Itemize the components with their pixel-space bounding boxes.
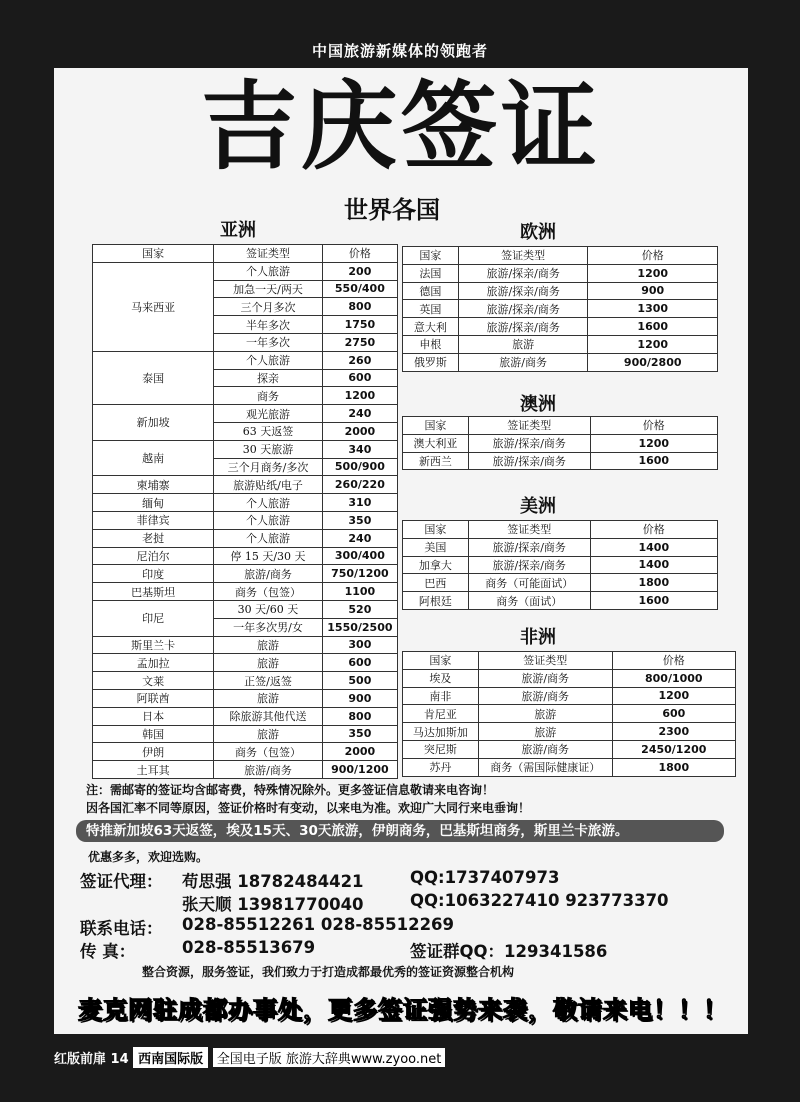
country-cell: 德国 bbox=[403, 282, 459, 300]
price-cell: 350 bbox=[322, 511, 397, 529]
welcome-text: 优惠多多，欢迎选购。 bbox=[88, 850, 209, 864]
country-cell: 巴基斯坦 bbox=[93, 583, 214, 601]
price-cell: 300/400 bbox=[322, 547, 397, 565]
table-row bbox=[93, 565, 398, 583]
visa-type-cell: 30 天/60 天 bbox=[214, 600, 323, 618]
country-cell: 肯尼亚 bbox=[403, 705, 479, 723]
visa-type-cell: 旅游/探亲/商务 bbox=[468, 452, 590, 470]
visa-type-cell: 旅游/商务 bbox=[478, 687, 612, 705]
visa-type-cell: 旅游贴纸/电子 bbox=[214, 476, 323, 494]
price-cell: 350 bbox=[322, 725, 397, 743]
price-cell: 750/1200 bbox=[322, 565, 397, 583]
price-cell: 900/1200 bbox=[322, 761, 397, 779]
price-cell: 1200 bbox=[588, 335, 718, 353]
price-cell: 550/400 bbox=[322, 280, 397, 298]
price-cell: 1200 bbox=[590, 434, 717, 452]
country-cell: 马达加斯加 bbox=[403, 723, 479, 741]
header-price: 价格 bbox=[612, 652, 735, 670]
price-cell: 1600 bbox=[588, 318, 718, 336]
visa-type-cell: 个人旅游 bbox=[214, 529, 323, 547]
price-cell: 240 bbox=[322, 529, 397, 547]
table-row bbox=[93, 351, 398, 369]
price-cell: 260/220 bbox=[322, 476, 397, 494]
europe-visa-table bbox=[402, 246, 718, 372]
price-cell: 1800 bbox=[590, 574, 717, 592]
header-price: 价格 bbox=[322, 245, 397, 263]
price-cell: 500/900 bbox=[322, 458, 397, 476]
price-cell: 2000 bbox=[322, 743, 397, 761]
header-country: 国家 bbox=[403, 521, 469, 539]
visa-type-cell: 个人旅游 bbox=[214, 494, 323, 512]
price-cell: 500 bbox=[322, 672, 397, 690]
table-header-row bbox=[403, 521, 718, 539]
visa-type-cell: 停 15 天/30 天 bbox=[214, 547, 323, 565]
table-row bbox=[403, 705, 736, 723]
price-cell: 1100 bbox=[322, 583, 397, 601]
visa-type-cell: 旅游 bbox=[214, 689, 323, 707]
visa-type-cell: 三个月多次 bbox=[214, 298, 323, 316]
price-cell: 2450/1200 bbox=[612, 740, 735, 758]
visa-type-cell: 商务 bbox=[214, 387, 323, 405]
country-cell: 印度 bbox=[93, 565, 214, 583]
flyer-sheet bbox=[54, 68, 748, 1034]
price-cell: 310 bbox=[322, 494, 397, 512]
visa-type-cell: 商务（需国际健康证） bbox=[478, 758, 612, 776]
visa-type-cell: 旅游 bbox=[214, 654, 323, 672]
visa-type-cell: 正签/返签 bbox=[214, 672, 323, 690]
price-cell: 600 bbox=[612, 705, 735, 723]
country-cell: 越南 bbox=[93, 440, 214, 476]
table-row bbox=[403, 538, 718, 556]
country-cell: 泰国 bbox=[93, 351, 214, 404]
fax-number: 028-85513679 bbox=[182, 938, 316, 957]
header-country: 国家 bbox=[403, 247, 459, 265]
table-row bbox=[93, 511, 398, 529]
region-oceania-label: 澳洲 bbox=[520, 394, 556, 415]
price-cell: 900 bbox=[588, 282, 718, 300]
table-row bbox=[403, 669, 736, 687]
table-row bbox=[93, 440, 398, 458]
visa-type-cell: 30 天旅游 bbox=[214, 440, 323, 458]
country-cell: 美国 bbox=[403, 538, 469, 556]
table-row bbox=[93, 654, 398, 672]
table-row bbox=[93, 672, 398, 690]
table-row bbox=[403, 434, 718, 452]
price-cell: 800 bbox=[322, 298, 397, 316]
america-visa-table bbox=[402, 520, 718, 610]
price-cell: 800/1000 bbox=[612, 669, 735, 687]
price-cell: 1750 bbox=[322, 316, 397, 334]
country-cell: 柬埔寨 bbox=[93, 476, 214, 494]
visa-type-cell: 旅游/商务 bbox=[478, 669, 612, 687]
price-cell: 2750 bbox=[322, 333, 397, 351]
agent-2-qq: QQ:1063227410 923773370 bbox=[410, 891, 669, 910]
oceania-visa-table bbox=[402, 416, 718, 470]
country-cell: 印尼 bbox=[93, 600, 214, 636]
visa-type-cell: 旅游/商务 bbox=[214, 565, 323, 583]
africa-visa-table bbox=[402, 651, 736, 777]
price-cell: 1800 bbox=[612, 758, 735, 776]
visa-type-cell: 探亲 bbox=[214, 369, 323, 387]
header-price: 价格 bbox=[588, 247, 718, 265]
country-cell: 菲律宾 bbox=[93, 511, 214, 529]
country-cell: 新加坡 bbox=[93, 405, 214, 441]
country-cell: 伊朗 bbox=[93, 743, 214, 761]
visa-type-cell: 旅游/探亲/商务 bbox=[458, 264, 588, 282]
page-footer bbox=[54, 1047, 445, 1068]
agent-label: 签证代理： bbox=[80, 872, 163, 891]
visa-qq-group: 签证群QQ：129341586 bbox=[410, 942, 608, 961]
price-cell: 1400 bbox=[590, 538, 717, 556]
country-cell: 韩国 bbox=[93, 725, 214, 743]
price-cell: 520 bbox=[322, 600, 397, 618]
table-row bbox=[93, 494, 398, 512]
asia-visa-table bbox=[92, 244, 398, 779]
country-cell: 马来西亚 bbox=[93, 262, 214, 351]
footer-section: 红版前扉 14 bbox=[54, 1052, 129, 1067]
visa-type-cell: 旅游 bbox=[478, 723, 612, 741]
visa-type-cell: 旅游/探亲/商务 bbox=[468, 556, 590, 574]
table-row bbox=[403, 758, 736, 776]
note-exchange-rate: 因各国汇率不同等原因，签证价格时有变动，以来电为准。欢迎广大同行来电垂询！ bbox=[86, 801, 531, 815]
price-cell: 1600 bbox=[590, 592, 717, 610]
visa-type-cell: 三个月商务/多次 bbox=[214, 458, 323, 476]
price-cell: 1200 bbox=[612, 687, 735, 705]
price-cell: 900 bbox=[322, 689, 397, 707]
table-row bbox=[403, 318, 718, 336]
country-cell: 新西兰 bbox=[403, 452, 469, 470]
country-cell: 南非 bbox=[403, 687, 479, 705]
price-cell: 2000 bbox=[322, 422, 397, 440]
price-cell: 240 bbox=[322, 405, 397, 423]
visa-type-cell: 旅游/商务 bbox=[478, 740, 612, 758]
visa-type-cell: 加急一天/两天 bbox=[214, 280, 323, 298]
visa-type-cell: 观光旅游 bbox=[214, 405, 323, 423]
visa-type-cell: 旅游 bbox=[214, 636, 323, 654]
visa-type-cell: 商务（包签） bbox=[214, 583, 323, 601]
country-cell: 英国 bbox=[403, 300, 459, 318]
country-cell: 斯里兰卡 bbox=[93, 636, 214, 654]
phone-numbers: 028-85512261 028-85512269 bbox=[182, 915, 455, 934]
table-row bbox=[403, 452, 718, 470]
price-cell: 600 bbox=[322, 654, 397, 672]
visa-type-cell: 旅游 bbox=[458, 335, 588, 353]
price-cell: 200 bbox=[322, 262, 397, 280]
country-cell: 澳大利亚 bbox=[403, 434, 469, 452]
promo-banner: 特推新加坡63天返签，埃及15天、30天旅游，伊朗商务，巴基斯坦商务，斯里兰卡旅游。 bbox=[76, 820, 724, 842]
price-cell: 800 bbox=[322, 707, 397, 725]
price-cell: 600 bbox=[322, 369, 397, 387]
table-row bbox=[403, 574, 718, 592]
country-cell: 苏丹 bbox=[403, 758, 479, 776]
price-cell: 1200 bbox=[322, 387, 397, 405]
table-header-row bbox=[403, 247, 718, 265]
price-cell: 2300 bbox=[612, 723, 735, 741]
visa-type-cell: 旅游/探亲/商务 bbox=[458, 300, 588, 318]
visa-type-cell: 半年多次 bbox=[214, 316, 323, 334]
table-row bbox=[403, 353, 718, 371]
price-cell: 1400 bbox=[590, 556, 717, 574]
table-row bbox=[403, 556, 718, 574]
page-subtitle: 世界各国 bbox=[344, 195, 440, 224]
visa-type-cell: 个人旅游 bbox=[214, 511, 323, 529]
country-cell: 阿根廷 bbox=[403, 592, 469, 610]
table-row bbox=[93, 761, 398, 779]
price-cell: 1200 bbox=[588, 264, 718, 282]
country-cell: 法国 bbox=[403, 264, 459, 282]
price-cell: 1550/2500 bbox=[322, 618, 397, 636]
footer-edition: 西南国际版 bbox=[133, 1047, 208, 1068]
country-cell: 巴西 bbox=[403, 574, 469, 592]
table-row bbox=[93, 707, 398, 725]
price-cell: 1300 bbox=[588, 300, 718, 318]
country-cell: 意大利 bbox=[403, 318, 459, 336]
table-row bbox=[93, 583, 398, 601]
header-country: 国家 bbox=[403, 652, 479, 670]
header-type: 签证类型 bbox=[468, 417, 590, 435]
visa-type-cell: 商务（面试） bbox=[468, 592, 590, 610]
header-type: 签证类型 bbox=[214, 245, 323, 263]
visa-type-cell: 个人旅游 bbox=[214, 351, 323, 369]
table-row bbox=[93, 725, 398, 743]
footer-site: 全国电子版 旅游大辞典www.zyoo.net bbox=[213, 1048, 446, 1067]
table-row bbox=[403, 740, 736, 758]
slogan: 整合资源，服务签证，我们致力于打造成都最优秀的签证资源整合机构 bbox=[142, 965, 515, 979]
table-row bbox=[93, 476, 398, 494]
table-header-row bbox=[93, 245, 398, 263]
header-country: 国家 bbox=[403, 417, 469, 435]
country-cell: 老挝 bbox=[93, 529, 214, 547]
price-cell: 1600 bbox=[590, 452, 717, 470]
visa-type-cell: 旅游/探亲/商务 bbox=[468, 538, 590, 556]
visa-type-cell: 旅游/商务 bbox=[214, 761, 323, 779]
note-shipping: 注：需邮寄的签证均含邮寄费，特殊情况除外。更多签证信息敬请来电咨询！ bbox=[86, 783, 495, 797]
country-cell: 加拿大 bbox=[403, 556, 469, 574]
visa-type-cell: 个人旅游 bbox=[214, 262, 323, 280]
table-header-row bbox=[403, 652, 736, 670]
visa-type-cell: 旅游 bbox=[214, 725, 323, 743]
country-cell: 埃及 bbox=[403, 669, 479, 687]
table-row bbox=[93, 529, 398, 547]
header-price: 价格 bbox=[590, 417, 717, 435]
table-row bbox=[403, 687, 736, 705]
top-tagline: 中国旅游新媒体的领跑者 bbox=[311, 42, 488, 60]
country-cell: 土耳其 bbox=[93, 761, 214, 779]
price-cell: 300 bbox=[322, 636, 397, 654]
header-country: 国家 bbox=[93, 245, 214, 263]
price-cell: 900/2800 bbox=[588, 353, 718, 371]
country-cell: 申根 bbox=[403, 335, 459, 353]
table-row bbox=[403, 282, 718, 300]
fax-label: 传 真： bbox=[80, 942, 136, 961]
page-title: 吉庆签证 bbox=[201, 71, 601, 183]
region-africa-label: 非洲 bbox=[520, 627, 556, 648]
visa-type-cell: 除旅游其他代送 bbox=[214, 707, 323, 725]
header-type: 签证类型 bbox=[478, 652, 612, 670]
header-price: 价格 bbox=[590, 521, 717, 539]
country-cell: 孟加拉 bbox=[93, 654, 214, 672]
visa-type-cell: 一年多次男/女 bbox=[214, 618, 323, 636]
visa-type-cell: 旅游/探亲/商务 bbox=[468, 434, 590, 452]
country-cell: 尼泊尔 bbox=[93, 547, 214, 565]
visa-type-cell: 商务（包签） bbox=[214, 743, 323, 761]
table-row bbox=[403, 300, 718, 318]
table-row bbox=[403, 592, 718, 610]
country-cell: 阿联酋 bbox=[93, 689, 214, 707]
price-cell: 260 bbox=[322, 351, 397, 369]
visa-type-cell: 63 天返签 bbox=[214, 422, 323, 440]
visa-type-cell: 旅游 bbox=[478, 705, 612, 723]
table-row bbox=[403, 335, 718, 353]
country-cell: 突尼斯 bbox=[403, 740, 479, 758]
price-cell: 340 bbox=[322, 440, 397, 458]
visa-type-cell: 旅游/探亲/商务 bbox=[458, 282, 588, 300]
table-header-row bbox=[403, 417, 718, 435]
phone-label: 联系电话： bbox=[80, 919, 163, 938]
table-row bbox=[403, 723, 736, 741]
region-america-label: 美洲 bbox=[520, 496, 556, 517]
visa-type-cell: 一年多次 bbox=[214, 333, 323, 351]
table-row bbox=[93, 405, 398, 423]
agent-1: 苟思强 18782484421 bbox=[182, 872, 364, 891]
country-cell: 文莱 bbox=[93, 672, 214, 690]
country-cell: 缅甸 bbox=[93, 494, 214, 512]
agent-1-qq: QQ:1737407973 bbox=[410, 868, 560, 887]
region-asia-label: 亚洲 bbox=[220, 220, 256, 241]
visa-type-cell: 商务（可能面试） bbox=[468, 574, 590, 592]
table-row bbox=[93, 689, 398, 707]
table-row bbox=[93, 547, 398, 565]
table-row bbox=[93, 262, 398, 280]
table-row bbox=[93, 636, 398, 654]
table-row bbox=[93, 600, 398, 618]
region-europe-label: 欧洲 bbox=[520, 222, 556, 243]
visa-type-cell: 旅游/商务 bbox=[458, 353, 588, 371]
visa-type-cell: 旅游/探亲/商务 bbox=[458, 318, 588, 336]
agent-2: 张天顺 13981770040 bbox=[182, 895, 364, 914]
country-cell: 日本 bbox=[93, 707, 214, 725]
table-row bbox=[93, 743, 398, 761]
table-row bbox=[403, 264, 718, 282]
header-type: 签证类型 bbox=[468, 521, 590, 539]
country-cell: 俄罗斯 bbox=[403, 353, 459, 371]
header-type: 签证类型 bbox=[458, 247, 588, 265]
bottom-headline: 麦克网驻成都办事处，更多签证强势来袭，敬请来电！！！ bbox=[78, 996, 728, 1024]
